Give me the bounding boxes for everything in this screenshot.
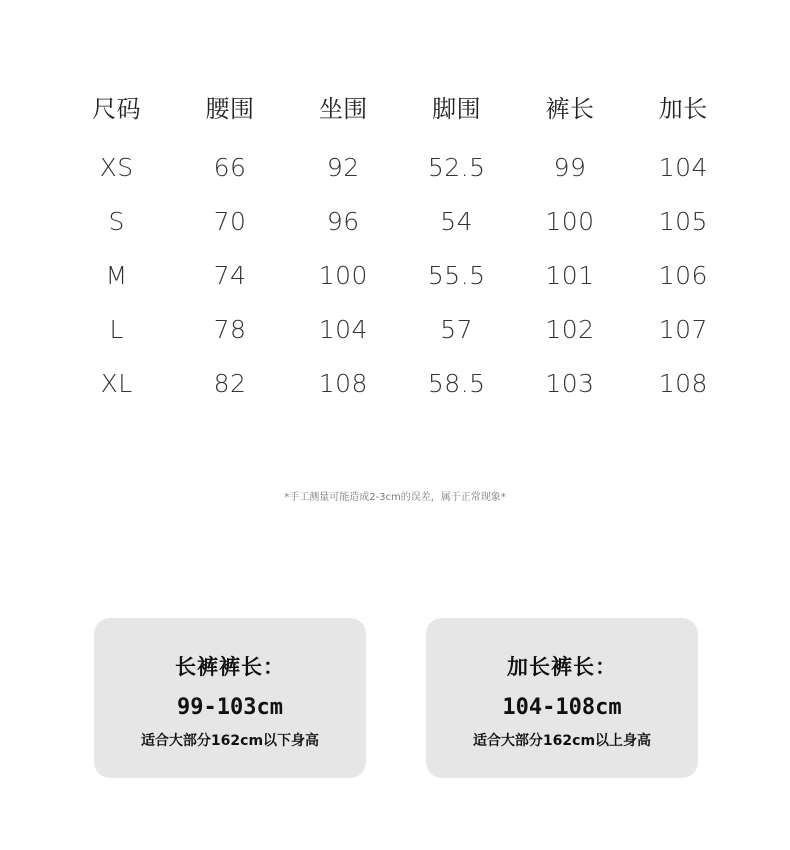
size-cell: XS <box>99 152 134 182</box>
card-description: 适合大部分162cm以上身高 <box>472 733 652 749</box>
long-length-cell: 105 <box>658 206 708 236</box>
hip-cell: 104 <box>318 314 368 344</box>
table-row <box>60 248 740 302</box>
measurement-note: *手工测量可能造成2-3cm的误差，属于正常现象* <box>284 492 506 503</box>
ankle-cell: 54 <box>440 206 474 236</box>
length-cell: 102 <box>545 314 595 344</box>
waist-cell: 66 <box>213 152 247 182</box>
table-row <box>60 302 740 356</box>
hip-cell: 108 <box>318 368 368 398</box>
length-cell: 101 <box>545 260 595 290</box>
waist-cell: 74 <box>213 260 247 290</box>
long-length-cell: 106 <box>658 260 708 290</box>
long-length-cell: 108 <box>658 368 708 398</box>
hip-cell: 92 <box>326 152 360 182</box>
length-cell: 103 <box>545 368 595 398</box>
card-title: 加长裤长： <box>507 655 617 679</box>
hip-cell: 96 <box>326 206 360 236</box>
waist-cell: 78 <box>213 314 247 344</box>
table-row <box>60 356 740 410</box>
size-cell: S <box>108 206 125 236</box>
header-size: 尺码 <box>92 94 142 123</box>
length-cell: 100 <box>545 206 595 236</box>
table-row <box>60 194 740 248</box>
long-length-cell: 107 <box>658 314 708 344</box>
ankle-cell: 57 <box>440 314 474 344</box>
ankle-cell: 55.5 <box>427 260 486 290</box>
header-ankle: 脚围 <box>432 94 482 123</box>
header-hip: 坐围 <box>318 94 368 123</box>
size-table <box>60 80 740 410</box>
header-waist: 腰围 <box>205 94 255 123</box>
size-cell: M <box>105 260 128 290</box>
header-long-length: 加长 <box>658 94 708 123</box>
ankle-cell: 52.5 <box>427 152 486 182</box>
regular-length-card <box>94 618 366 778</box>
card-description: 适合大部分162cm以下身高 <box>140 733 320 749</box>
ankle-cell: 58.5 <box>427 368 486 398</box>
long-length-card <box>426 618 698 778</box>
size-cell: L <box>109 314 124 344</box>
table-header-row <box>60 80 740 132</box>
card-range: 104-108cm <box>502 695 622 720</box>
card-range: 99-103cm <box>177 695 283 720</box>
length-cell: 99 <box>553 152 587 182</box>
long-length-cell: 104 <box>658 152 708 182</box>
waist-cell: 82 <box>213 368 247 398</box>
card-title: 长裤裤长： <box>175 655 285 679</box>
waist-cell: 70 <box>213 206 247 236</box>
size-cell: XL <box>100 368 133 398</box>
header-length: 裤长 <box>545 94 595 123</box>
hip-cell: 100 <box>318 260 368 290</box>
table-row <box>60 140 740 194</box>
